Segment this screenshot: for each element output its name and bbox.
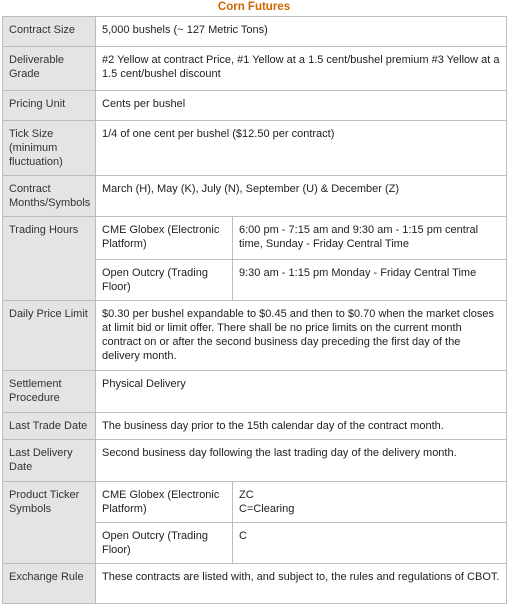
row-label-pricing-unit: Pricing Unit (3, 91, 96, 121)
table-row (3, 564, 507, 604)
ticker-globex-symbol: ZC (239, 489, 254, 501)
row-value-contract-months: March (H), May (K), July (N), September (U) & December (Z) (96, 176, 507, 217)
table-row (3, 176, 507, 217)
row-value-tick-size: 1/4 of one cent per bushel ($12.50 per contract) (96, 121, 507, 176)
trading-hours-globex-value: 6:00 pm - 7:15 am and 9:30 am - 1:15 pm central time, Sunday - Friday Central Time (233, 217, 507, 260)
row-label-daily-price-limit: Daily Price Limit (3, 301, 96, 371)
table-row (3, 91, 507, 121)
row-label-contract-size: Contract Size (3, 17, 96, 47)
table-row (3, 301, 507, 371)
table-row (3, 413, 507, 440)
row-value-daily-price-limit: $0.30 per bushel expandable to $0.45 and then to $0.70 when the market closes at limit bid or limit offer. There shall be no price limits on the current month contract on or after the second business day preceding the first day of the delivery month. (96, 301, 507, 371)
ticker-globex-value (233, 482, 507, 523)
row-label-ticker-symbols: Product Ticker Symbols (3, 482, 96, 564)
trading-hours-outcry-label: Open Outcry (Trading Floor) (96, 260, 233, 301)
row-label-deliverable-grade: Deliverable Grade (3, 47, 96, 91)
row-value-pricing-unit: Cents per bushel (96, 91, 507, 121)
table-row (3, 482, 507, 523)
row-value-last-trade-date: The business day prior to the 15th calendar day of the contract month. (96, 413, 507, 440)
page-title: Corn Futures (217, 1, 291, 13)
trading-hours-globex-label: CME Globex (Electronic Platform) (96, 217, 233, 260)
row-value-deliverable-grade: #2 Yellow at contract Price, #1 Yellow at a 1.5 cent/bushel premium #3 Yellow at a 1.5 cent/bushel discount (96, 47, 507, 91)
table-row (3, 121, 507, 176)
row-label-tick-size: Tick Size (minimum fluctuation) (3, 121, 96, 176)
table-row (3, 17, 507, 47)
table-row (3, 47, 507, 91)
row-value-last-delivery-date: Second business day following the last trading day of the delivery month. (96, 440, 507, 482)
table-row (3, 217, 507, 260)
table-row (3, 440, 507, 482)
ticker-globex-clearing: C=Clearing (239, 503, 295, 515)
ticker-outcry-value: C (233, 523, 507, 564)
row-label-settlement: Settlement Procedure (3, 371, 96, 413)
trading-hours-outcry-value: 9:30 am - 1:15 pm Monday - Friday Central Time (233, 260, 507, 301)
row-label-contract-months: Contract Months/Symbols (3, 176, 96, 217)
ticker-outcry-label: Open Outcry (Trading Floor) (96, 523, 233, 564)
row-label-exchange-rule: Exchange Rule (3, 564, 96, 604)
ticker-globex-label: CME Globex (Electronic Platform) (96, 482, 233, 523)
table-row (3, 371, 507, 413)
row-value-exchange-rule: These contracts are listed with, and subject to, the rules and regulations of CBOT. (96, 564, 507, 604)
row-value-contract-size: 5,000 bushels (~ 127 Metric Tons) (96, 17, 507, 47)
row-label-last-delivery-date: Last Delivery Date (3, 440, 96, 482)
contract-spec-table (2, 16, 507, 604)
row-label-last-trade-date: Last Trade Date (3, 413, 96, 440)
row-value-settlement: Physical Delivery (96, 371, 507, 413)
row-label-trading-hours: Trading Hours (3, 217, 96, 301)
